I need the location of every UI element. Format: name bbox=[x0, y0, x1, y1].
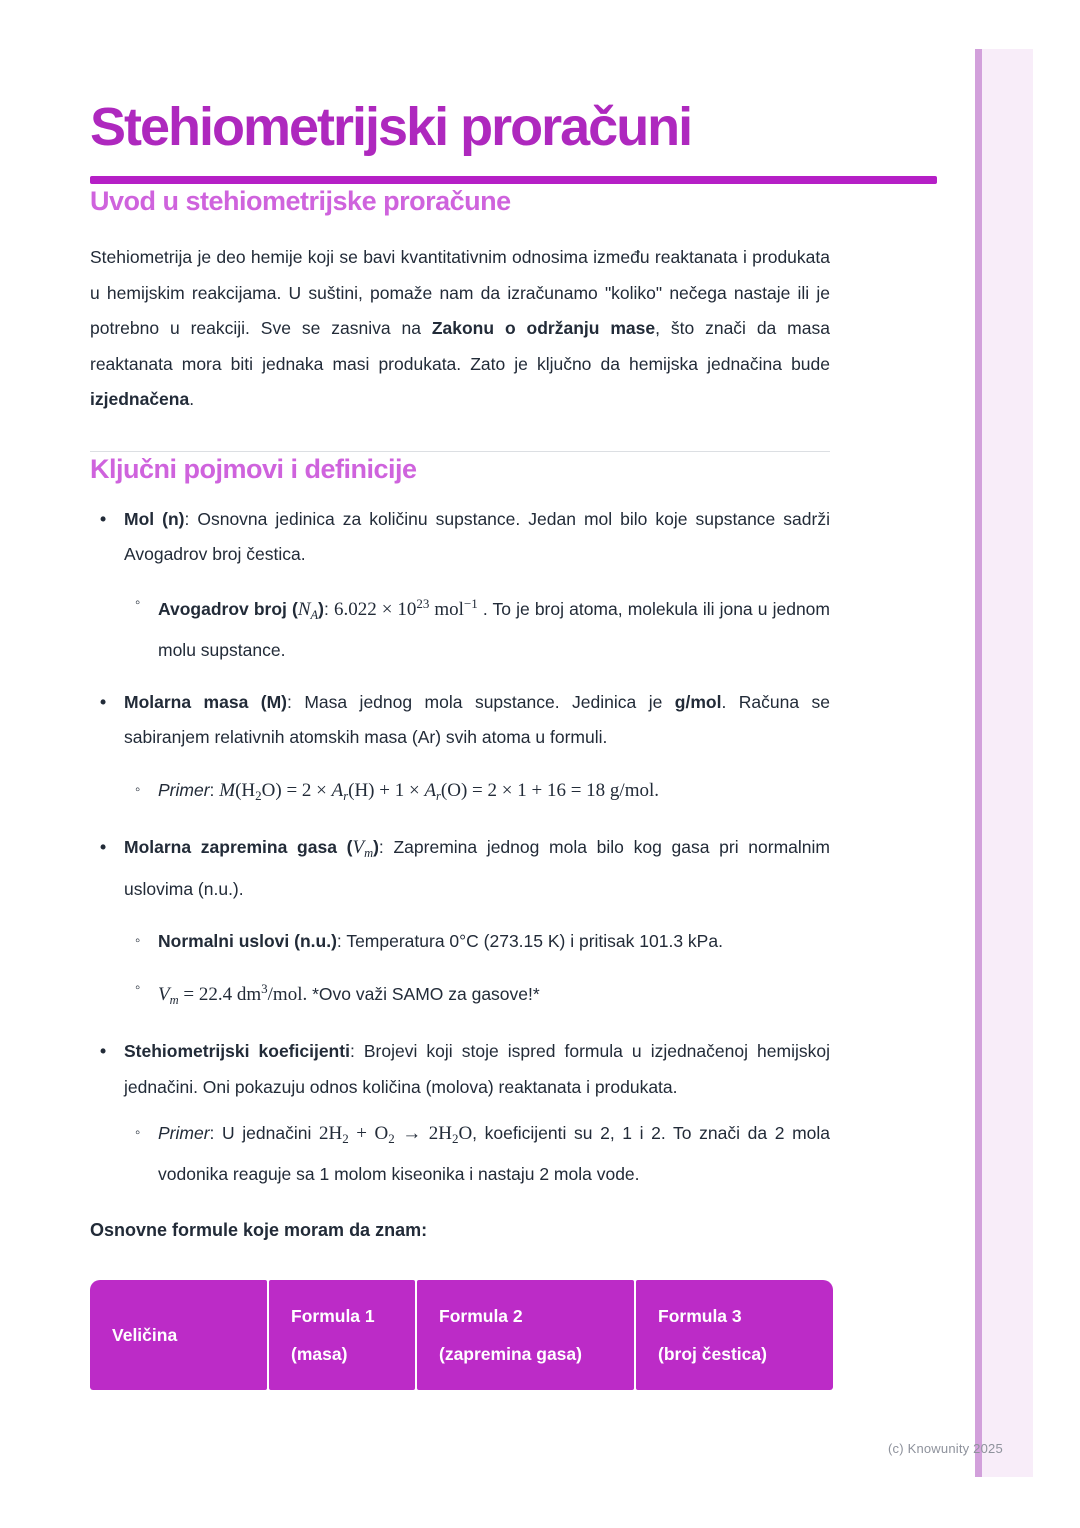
definitions-list-2 bbox=[90, 685, 830, 756]
definitions-list bbox=[90, 502, 830, 573]
table-header-formula-2 bbox=[417, 1280, 634, 1390]
list-item-molarna-zapremina: • Molarna zapremina gasa $(V_m)$: Zapremina jednog mola bilo kog gasa pri normalnim uslovima (n.u.). bbox=[90, 830, 830, 907]
mol-sublist bbox=[90, 586, 830, 669]
koeficijenti-sublist bbox=[90, 1116, 830, 1192]
section-heading-pojmovi: Ključni pojmovi i definicije bbox=[90, 453, 417, 484]
table-header-formula3-label: Formula 3 bbox=[658, 1305, 742, 1326]
formula-table-header-row bbox=[90, 1280, 835, 1390]
intro-paragraph: Stehiometrija je deo hemije koji se bavi kvantitativnim odnosima između reaktanata i produkata u hemijskim reakcijama. U suštini, pomaže nam da izračunamo "koliko" nečega nastaje ili je potrebno u reakciji. Sve se zasniva na Zakonu o održanju mase, što znači da masa reaktanata mora biti jednaka masi produkata. Zato je ključno da hemijska jednačina bude izjednačena. bbox=[90, 247, 830, 409]
molarna-masa-sublist bbox=[90, 773, 830, 815]
table-header-formula1-label: Formula 1 bbox=[291, 1305, 375, 1326]
copyright-note: (c) Knowunity 2025 bbox=[888, 1441, 1003, 1456]
definitions-list-3 bbox=[90, 830, 830, 907]
formulas-intro-line: Osnovne formule koje moram da znam: bbox=[90, 1220, 428, 1240]
table-header-formula-1 bbox=[269, 1280, 415, 1390]
table-header-formula2-sublabel: (zapremina gasa) bbox=[439, 1343, 582, 1364]
molarna-zapremina-sublist bbox=[90, 924, 830, 1018]
table-header-formula3-sublabel: (broj čestica) bbox=[658, 1343, 767, 1364]
list-item-molarna-masa: • Molarna masa (M): Masa jednog mola supstance. Jedinica je g/mol. Računa se sabiranjem relativnih atomskih masa (Ar) svih atoma u formuli. bbox=[90, 685, 830, 756]
list-item-normalni-uslovi: ◦ Normalni uslovi (n.u.): Temperatura 0°C (273.15 K) i pritisak 101.3 kPa. bbox=[90, 924, 830, 960]
list-item-koeficijenti: • Stehiometrijski koeficijenti: Brojevi koji stoje ispred formula u izjednačenoj hemijskoj jednačini. Oni pokazuju odnos količina (molova) reaktanata i produkata. bbox=[90, 1034, 830, 1105]
table-header-formula2-label: Formula 2 bbox=[439, 1305, 523, 1326]
list-item-mol: • Mol (n): Osnovna jedinica za količinu supstance. Jedan mol bilo koje supstance sadrži Avogadrov broj čestica. bbox=[90, 502, 830, 573]
list-item-primer-masa: ◦ Primer: $M(H_2O) = 2 \times A_r(H) + 1 \times A_r(O) = 2 \times 1 + 16 = 18$ g/mol. bbox=[90, 773, 830, 815]
page-margin-bar bbox=[975, 49, 1033, 1477]
table-header-formula1-sublabel: (masa) bbox=[291, 1343, 348, 1364]
list-item-primer-koeficijenti: ◦ Primer: U jednačini $2H_2 + O_2 \to 2H_2O$, koeficijenti su 2, 1 i 2. To znači da 2 mola vodonika reaguje sa 1 molom kiseonika i nastaju 2 mola vode. bbox=[90, 1116, 830, 1192]
table-header-velicina bbox=[90, 1280, 267, 1390]
definitions-list-4 bbox=[90, 1034, 830, 1105]
list-item-vm: ◦ $V_m = 22.4$ $dm^3$/mol. *Ovo važi SAMO za gasove!* bbox=[90, 971, 830, 1019]
table-header-formula-3 bbox=[636, 1280, 833, 1390]
document-content bbox=[90, 0, 830, 1390]
list-item-avogadrov-broj: ◦ Avogadrov broj $(N_A)$: $6.022 \times 10^{23}$ mol$^{-1}$ . To je broj atoma, molekula ili jona u jednom molu supstance. bbox=[90, 586, 830, 669]
table-header-velicina-label: Veličina bbox=[112, 1324, 178, 1345]
page-title: Stehiometrijski proračuni bbox=[90, 97, 692, 157]
section-heading-uvod: Uvod u stehiometrijske proračune bbox=[90, 186, 511, 216]
title-underline bbox=[90, 176, 937, 184]
